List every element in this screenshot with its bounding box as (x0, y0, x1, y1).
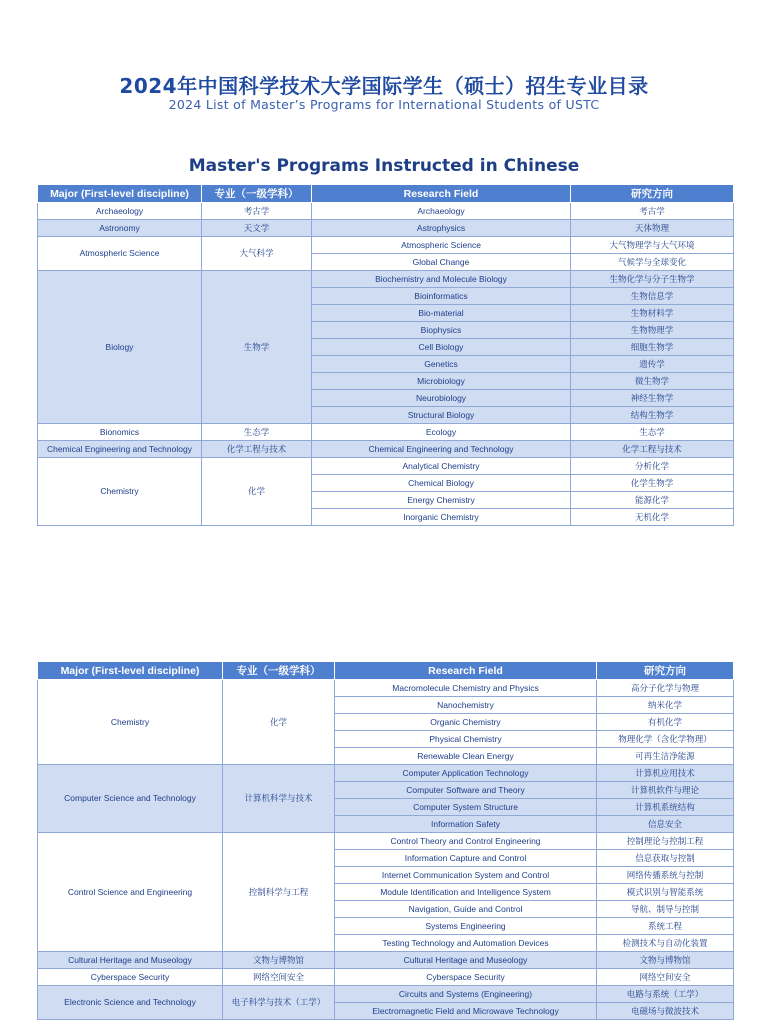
research-field-cell: Microbiology (312, 373, 571, 390)
header-major-cn: 专业（一级学科） (202, 185, 312, 203)
research-field-cell: Energy Chemistry (312, 492, 571, 509)
research-field-cn-cell: 网络空间安全 (597, 969, 734, 986)
research-field-cell: Cultural Heritage and Museology (335, 952, 597, 969)
research-field-cn-cell: 信息安全 (597, 816, 734, 833)
research-field-cell: Module Identification and Intelligence System (335, 884, 597, 901)
research-field-cell: Computer Application Technology (335, 765, 597, 782)
research-field-cn-cell: 分析化学 (571, 458, 734, 475)
page-title-chinese: 2024年中国科学技术大学国际学生（硕士）招生专业目录 (119, 74, 649, 98)
major-cell: Biology (38, 271, 202, 424)
research-field-cell: Cyberspace Security (335, 969, 597, 986)
major-cell: Cultural Heritage and Museology (38, 952, 223, 969)
research-field-cn-cell: 计算机软件与理论 (597, 782, 734, 799)
research-field-cn-cell: 可再生洁净能源 (597, 748, 734, 765)
research-field-cn-cell: 纳米化学 (597, 697, 734, 714)
research-field-cn-cell: 天体物理 (571, 220, 734, 237)
table-header-row (38, 185, 734, 203)
research-field-cn-cell: 微生物学 (571, 373, 734, 390)
research-field-cell: Analytical Chemistry (312, 458, 571, 475)
research-field-cell: Cell Biology (312, 339, 571, 356)
major-cn-cell: 网络空间安全 (223, 969, 335, 986)
research-field-cell: Organic Chemistry (335, 714, 597, 731)
table-row (38, 220, 734, 237)
research-field-cn-cell: 信息获取与控制 (597, 850, 734, 867)
header-research-field: Research Field (335, 662, 597, 680)
research-field-cn-cell: 生物物理学 (571, 322, 734, 339)
major-cn-cell: 化学 (202, 458, 312, 526)
research-field-cell: Ecology (312, 424, 571, 441)
research-field-cn-cell: 模式识别与智能系统 (597, 884, 734, 901)
research-field-cell: Internet Communication System and Control (335, 867, 597, 884)
major-cell: Atmospheric Science (38, 237, 202, 271)
research-field-cell: Bioinformatics (312, 288, 571, 305)
research-field-cn-cell: 化学工程与技术 (571, 441, 734, 458)
research-field-cn-cell: 高分子化学与物理 (597, 680, 734, 697)
research-field-cell: Biochemistry and Molecule Biology (312, 271, 571, 288)
research-field-cn-cell: 结构生物学 (571, 407, 734, 424)
header-major: Major (First-level discipline) (38, 185, 202, 203)
major-cell: Chemical Engineering and Technology (38, 441, 202, 458)
header-research-field-cn: 研究方向 (597, 662, 734, 680)
header-research-field: Research Field (312, 185, 571, 203)
major-cn-cell: 大气科学 (202, 237, 312, 271)
research-field-cell: Biophysics (312, 322, 571, 339)
research-field-cell: Electromagnetic Field and Microwave Technology (335, 1003, 597, 1020)
major-cell: Chemistry (38, 458, 202, 526)
major-cn-cell: 电子科学与技术（工学） (223, 986, 335, 1020)
research-field-cn-cell: 气候学与全球变化 (571, 254, 734, 271)
major-cn-cell: 生态学 (202, 424, 312, 441)
major-cell: Electronic Science and Technology (38, 986, 223, 1020)
table-row (38, 424, 734, 441)
research-field-cell: Computer Software and Theory (335, 782, 597, 799)
major-cn-cell: 计算机科学与技术 (223, 765, 335, 833)
research-field-cell: Chemical Biology (312, 475, 571, 492)
research-field-cn-cell: 导航、制导与控制 (597, 901, 734, 918)
research-field-cn-cell: 生物材料学 (571, 305, 734, 322)
research-field-cn-cell: 能源化学 (571, 492, 734, 509)
research-field-cell: Genetics (312, 356, 571, 373)
research-field-cn-cell: 系统工程 (597, 918, 734, 935)
research-field-cn-cell: 控制理论与控制工程 (597, 833, 734, 850)
major-cn-cell: 化学工程与技术 (202, 441, 312, 458)
table-row (38, 952, 734, 969)
research-field-cn-cell: 考古学 (571, 203, 734, 220)
research-field-cell: Inorganic Chemistry (312, 509, 571, 526)
research-field-cn-cell: 物理化学（含化学物理） (597, 731, 734, 748)
research-field-cell: Macromolecule Chemistry and Physics (335, 680, 597, 697)
research-field-cell: Circuits and Systems (Engineering) (335, 986, 597, 1003)
major-cn-cell: 文物与博物馆 (223, 952, 335, 969)
table-row (38, 680, 734, 697)
major-cn-cell: 考古学 (202, 203, 312, 220)
research-field-cn-cell: 神经生物学 (571, 390, 734, 407)
page-title-english: 2024 List of Master’s Programs for International Students of USTC (168, 97, 600, 112)
table-header-row (38, 662, 734, 680)
research-field-cell: Information Capture and Control (335, 850, 597, 867)
research-field-cn-cell: 电路与系统（工学） (597, 986, 734, 1003)
research-field-cn-cell: 有机化学 (597, 714, 734, 731)
research-field-cn-cell: 检测技术与自动化装置 (597, 935, 734, 952)
research-field-cell: Testing Technology and Automation Devices (335, 935, 597, 952)
research-field-cn-cell: 大气物理学与大气环境 (571, 237, 734, 254)
major-cell: Computer Science and Technology (38, 765, 223, 833)
research-field-cell: Bio-material (312, 305, 571, 322)
major-cn-cell: 天文学 (202, 220, 312, 237)
research-field-cn-cell: 遗传学 (571, 356, 734, 373)
table-row (38, 441, 734, 458)
major-cell: Astronomy (38, 220, 202, 237)
table-row (38, 458, 734, 475)
research-field-cn-cell: 计算机应用技术 (597, 765, 734, 782)
research-field-cell: Computer System Structure (335, 799, 597, 816)
research-field-cn-cell: 化学生物学 (571, 475, 734, 492)
major-cn-cell: 化学 (223, 680, 335, 765)
research-field-cn-cell: 无机化学 (571, 509, 734, 526)
section-title: Master's Programs Instructed in Chinese (188, 156, 580, 176)
programs-table-2 (37, 661, 734, 1020)
research-field-cell: Navigation, Guide and Control (335, 901, 597, 918)
research-field-cell: Astrophysics (312, 220, 571, 237)
research-field-cn-cell: 电磁场与微波技术 (597, 1003, 734, 1020)
research-field-cell: Atmospheric Science (312, 237, 571, 254)
table-row (38, 833, 734, 850)
major-cell: Chemistry (38, 680, 223, 765)
research-field-cell: Archaeology (312, 203, 571, 220)
table-row (38, 765, 734, 782)
header-research-field-cn: 研究方向 (571, 185, 734, 203)
research-field-cell: Physical Chemistry (335, 731, 597, 748)
research-field-cn-cell: 文物与博物馆 (597, 952, 734, 969)
research-field-cell: Global Change (312, 254, 571, 271)
research-field-cell: Systems Engineering (335, 918, 597, 935)
table-row (38, 203, 734, 220)
research-field-cell: Information Safety (335, 816, 597, 833)
table-row (38, 237, 734, 254)
research-field-cn-cell: 计算机系统结构 (597, 799, 734, 816)
header-major-cn: 专业（一级学科） (223, 662, 335, 680)
major-cell: Bionomics (38, 424, 202, 441)
research-field-cell: Control Theory and Control Engineering (335, 833, 597, 850)
header-major: Major (First-level discipline) (38, 662, 223, 680)
major-cell: Archaeology (38, 203, 202, 220)
research-field-cell: Neurobiology (312, 390, 571, 407)
research-field-cn-cell: 生物化学与分子生物学 (571, 271, 734, 288)
research-field-cell: Renewable Clean Energy (335, 748, 597, 765)
table-row (38, 271, 734, 288)
table-row (38, 969, 734, 986)
major-cn-cell: 控制科学与工程 (223, 833, 335, 952)
research-field-cn-cell: 生态学 (571, 424, 734, 441)
research-field-cell: Nanochemistry (335, 697, 597, 714)
programs-table-1 (37, 184, 734, 526)
research-field-cell: Chemical Engineering and Technology (312, 441, 571, 458)
major-cell: Cyberspace Security (38, 969, 223, 986)
major-cell: Control Science and Engineering (38, 833, 223, 952)
table-row (38, 986, 734, 1003)
research-field-cn-cell: 细胞生物学 (571, 339, 734, 356)
research-field-cell: Structural Biology (312, 407, 571, 424)
research-field-cn-cell: 生物信息学 (571, 288, 734, 305)
major-cn-cell: 生物学 (202, 271, 312, 424)
research-field-cn-cell: 网络传播系统与控制 (597, 867, 734, 884)
